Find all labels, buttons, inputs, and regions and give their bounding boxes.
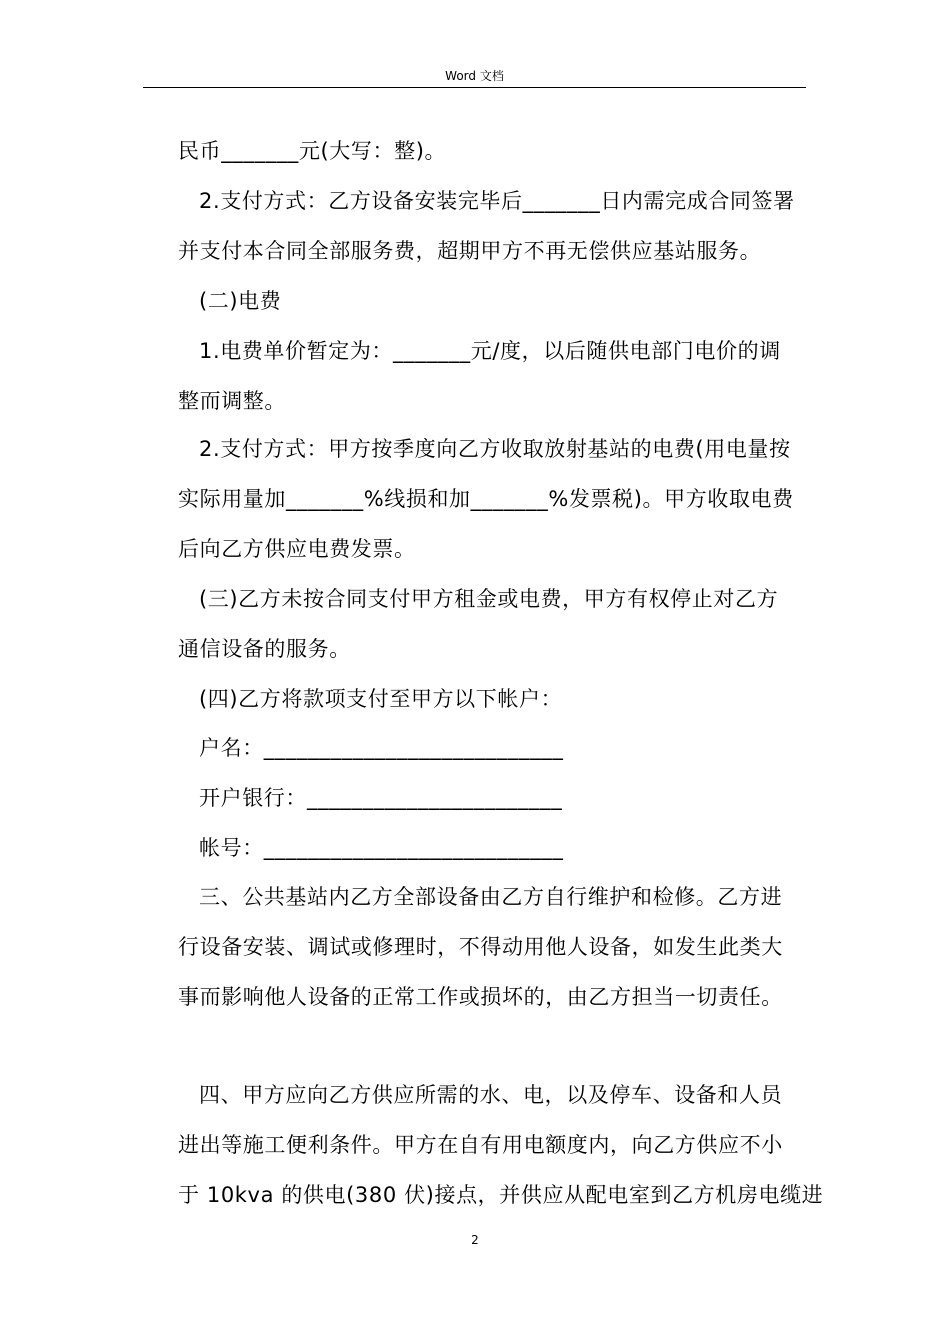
account-name-field: 户名：___________________________	[199, 736, 564, 760]
body-line: 于 10kva 的供电(380 伏)接点，并供应从配电室到乙方机房电缆进	[178, 1183, 824, 1207]
body-line: 2.支付方式：甲方按季度向乙方收取放射基站的电费(用电量按	[199, 437, 791, 461]
body-line: 三、公共基站内乙方全部设备由乙方自行维护和检修。乙方进	[199, 885, 783, 909]
account-number-field: 帐号：___________________________	[199, 836, 564, 860]
body-line: 后向乙方供应电费发票。	[178, 537, 416, 561]
body-line: 1.电费单价暂定为：_______元/度，以后随供电部门电价的调	[199, 339, 781, 363]
body-line: 四、甲方应向乙方供应所需的水、电，以及停车、设备和人员	[199, 1083, 783, 1107]
body-line: 整而调整。	[178, 389, 286, 413]
body-line: 并支付本合同全部服务费，超期甲方不再无偿供应基站服务。	[178, 239, 762, 263]
body-line: (四)乙方将款项支付至甲方以下帐户：	[199, 687, 563, 711]
body-line: 民币_______元(大写：整)。	[178, 139, 447, 163]
header-divider	[143, 87, 806, 88]
body-line: 通信设备的服务。	[178, 637, 351, 661]
section-heading: (二)电费	[199, 289, 282, 313]
page-number: 2	[471, 1233, 479, 1247]
body-line: 实际用量加_______%线损和加_______%发票税)。甲方收取电费	[178, 487, 794, 511]
body-line: 事而影响他人设备的正常工作或损坏的，由乙方担当一切责任。	[178, 985, 783, 1009]
page-header: Word 文档	[445, 69, 504, 83]
body-line: (三)乙方未按合同支付甲方租金或电费，甲方有权停止对乙方	[199, 587, 779, 611]
body-line: 进出等施工便利条件。甲方在自有用电额度内，向乙方供应不小	[178, 1133, 783, 1157]
bank-field: 开户银行：_______________________	[199, 786, 563, 810]
body-line: 2.支付方式：乙方设备安装完毕后_______日内需完成合同签署	[199, 189, 795, 213]
body-line: 行设备安装、调试或修理时，不得动用他人设备，如发生此类大	[178, 935, 783, 959]
